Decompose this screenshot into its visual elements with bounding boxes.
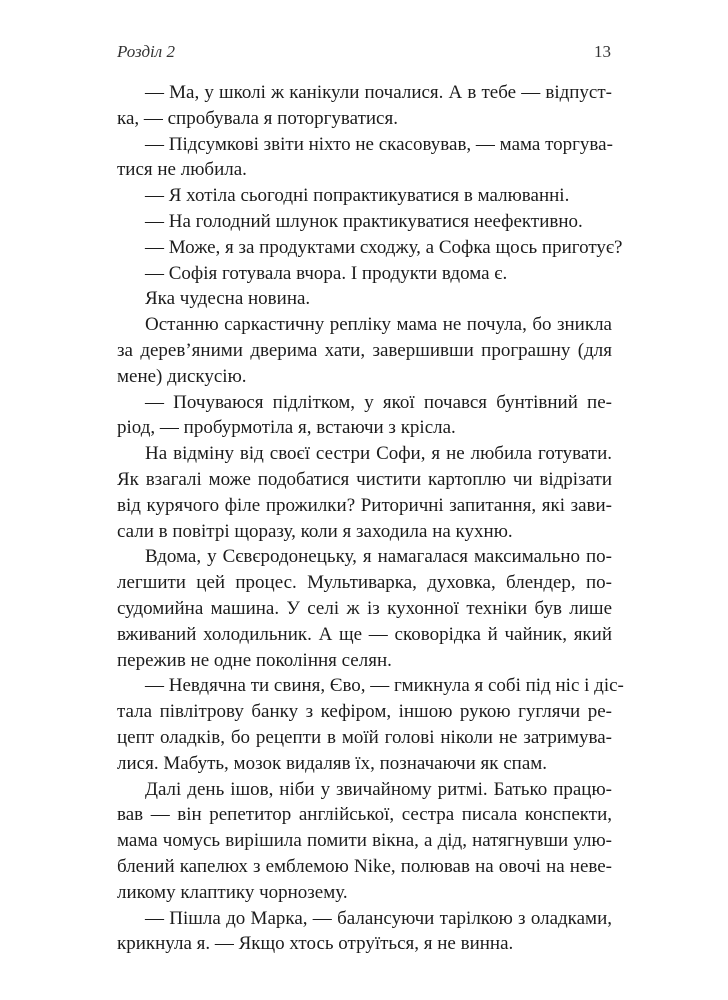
text-line: — Я хотіла сьогодні попрактикуватися в малюванні. [145,185,570,207]
text-line: вав — він репетитор англійської, сестра писала конспекти, [117,804,612,826]
text-line: мене) дискусію. [117,365,247,387]
text-line: за дерев’яними дверима хати, завершивши програшну (для [117,339,612,361]
text-line: — Може, я за продуктами сходжу, а Софка щось приготує? [145,236,623,258]
text-line: Яка чудесна новина. [145,288,311,310]
text-line: пережив не одне покоління селян. [117,649,392,671]
text-line: — Невдячна ти свиня, Єво, — гмикнула я собі під ніс і діс- [145,675,624,697]
text-line: ликому клаптику чорнозему. [117,881,348,903]
text-line: легшити цей процес. Мультиварка, духовка, блендер, по- [117,572,612,594]
text-line: Останню саркастичну репліку мама не почула, бо зникла [145,314,612,336]
text-line: — Софія готувала вчора. І продукти вдома є. [145,262,508,284]
page-number: 13 [594,42,611,61]
text-line: Далі день ішов, ніби у звичайному ритмі. Батько працю- [145,778,612,800]
text-line: блений капелюх з емблемою Nike, полював на овочі на неве- [117,855,612,877]
text-line: крикнула я. — Якщо хтось отруїться, я не винна. [117,933,514,955]
running-head: Розділ 2 [117,42,175,61]
text-line: тала півлітрову банку з кефіром, іншою рукою гуглячи ре- [117,701,612,723]
text-line: — Почуваюся підлітком, у якої почався бунтівний пе- [145,391,612,413]
text-line: від курячого філе прожилки? Риторичні запитання, які зави- [117,494,612,516]
text-line: сали в повітрі щоразу, коли я заходила на кухню. [117,520,513,542]
text-line: На відміну від своєї сестри Софи, я не любила готувати. [145,443,612,465]
text-line: лися. Мабуть, мозок видаляв їх, позначаючи як спам. [117,752,548,774]
text-line: — Підсумкові звіти ніхто не скасовував, — мама торгува- [145,133,613,155]
text-line: ка, — спробувала я поторгуватися. [117,107,398,129]
text-line: мама чомусь вирішила помити вікна, а дід, натягнувши улю- [117,830,612,852]
text-line: — На голодний шлунок практикуватися неефективно. [145,210,583,232]
text-line: ріод, — пробурмотіла я, встаючи з крісла. [117,417,456,439]
text-line: Вдома, у Сєвєродонецьку, я намагалася максимально по- [145,546,612,568]
body-text [117,80,624,957]
text-line: судомийна машина. У селі ж із кухонної техніки був лише [117,597,612,619]
text-line: Як взагалі може подобатися чистити картоплю чи відрізати [117,468,612,490]
text-line: — Ма, у школі ж канікули почалися. А в тебе — відпуст- [145,82,612,103]
text-line: цепт оладків, бо рецепти в моїй голові ніколи не затримува- [117,726,612,748]
text-line: тися не любила. [117,159,247,181]
text-line: вживаний холодильник. А ще — сковорідка й чайник, який [117,623,612,645]
text-line: — Пішла до Марка, — балансуючи тарілкою з оладками, [145,907,612,929]
